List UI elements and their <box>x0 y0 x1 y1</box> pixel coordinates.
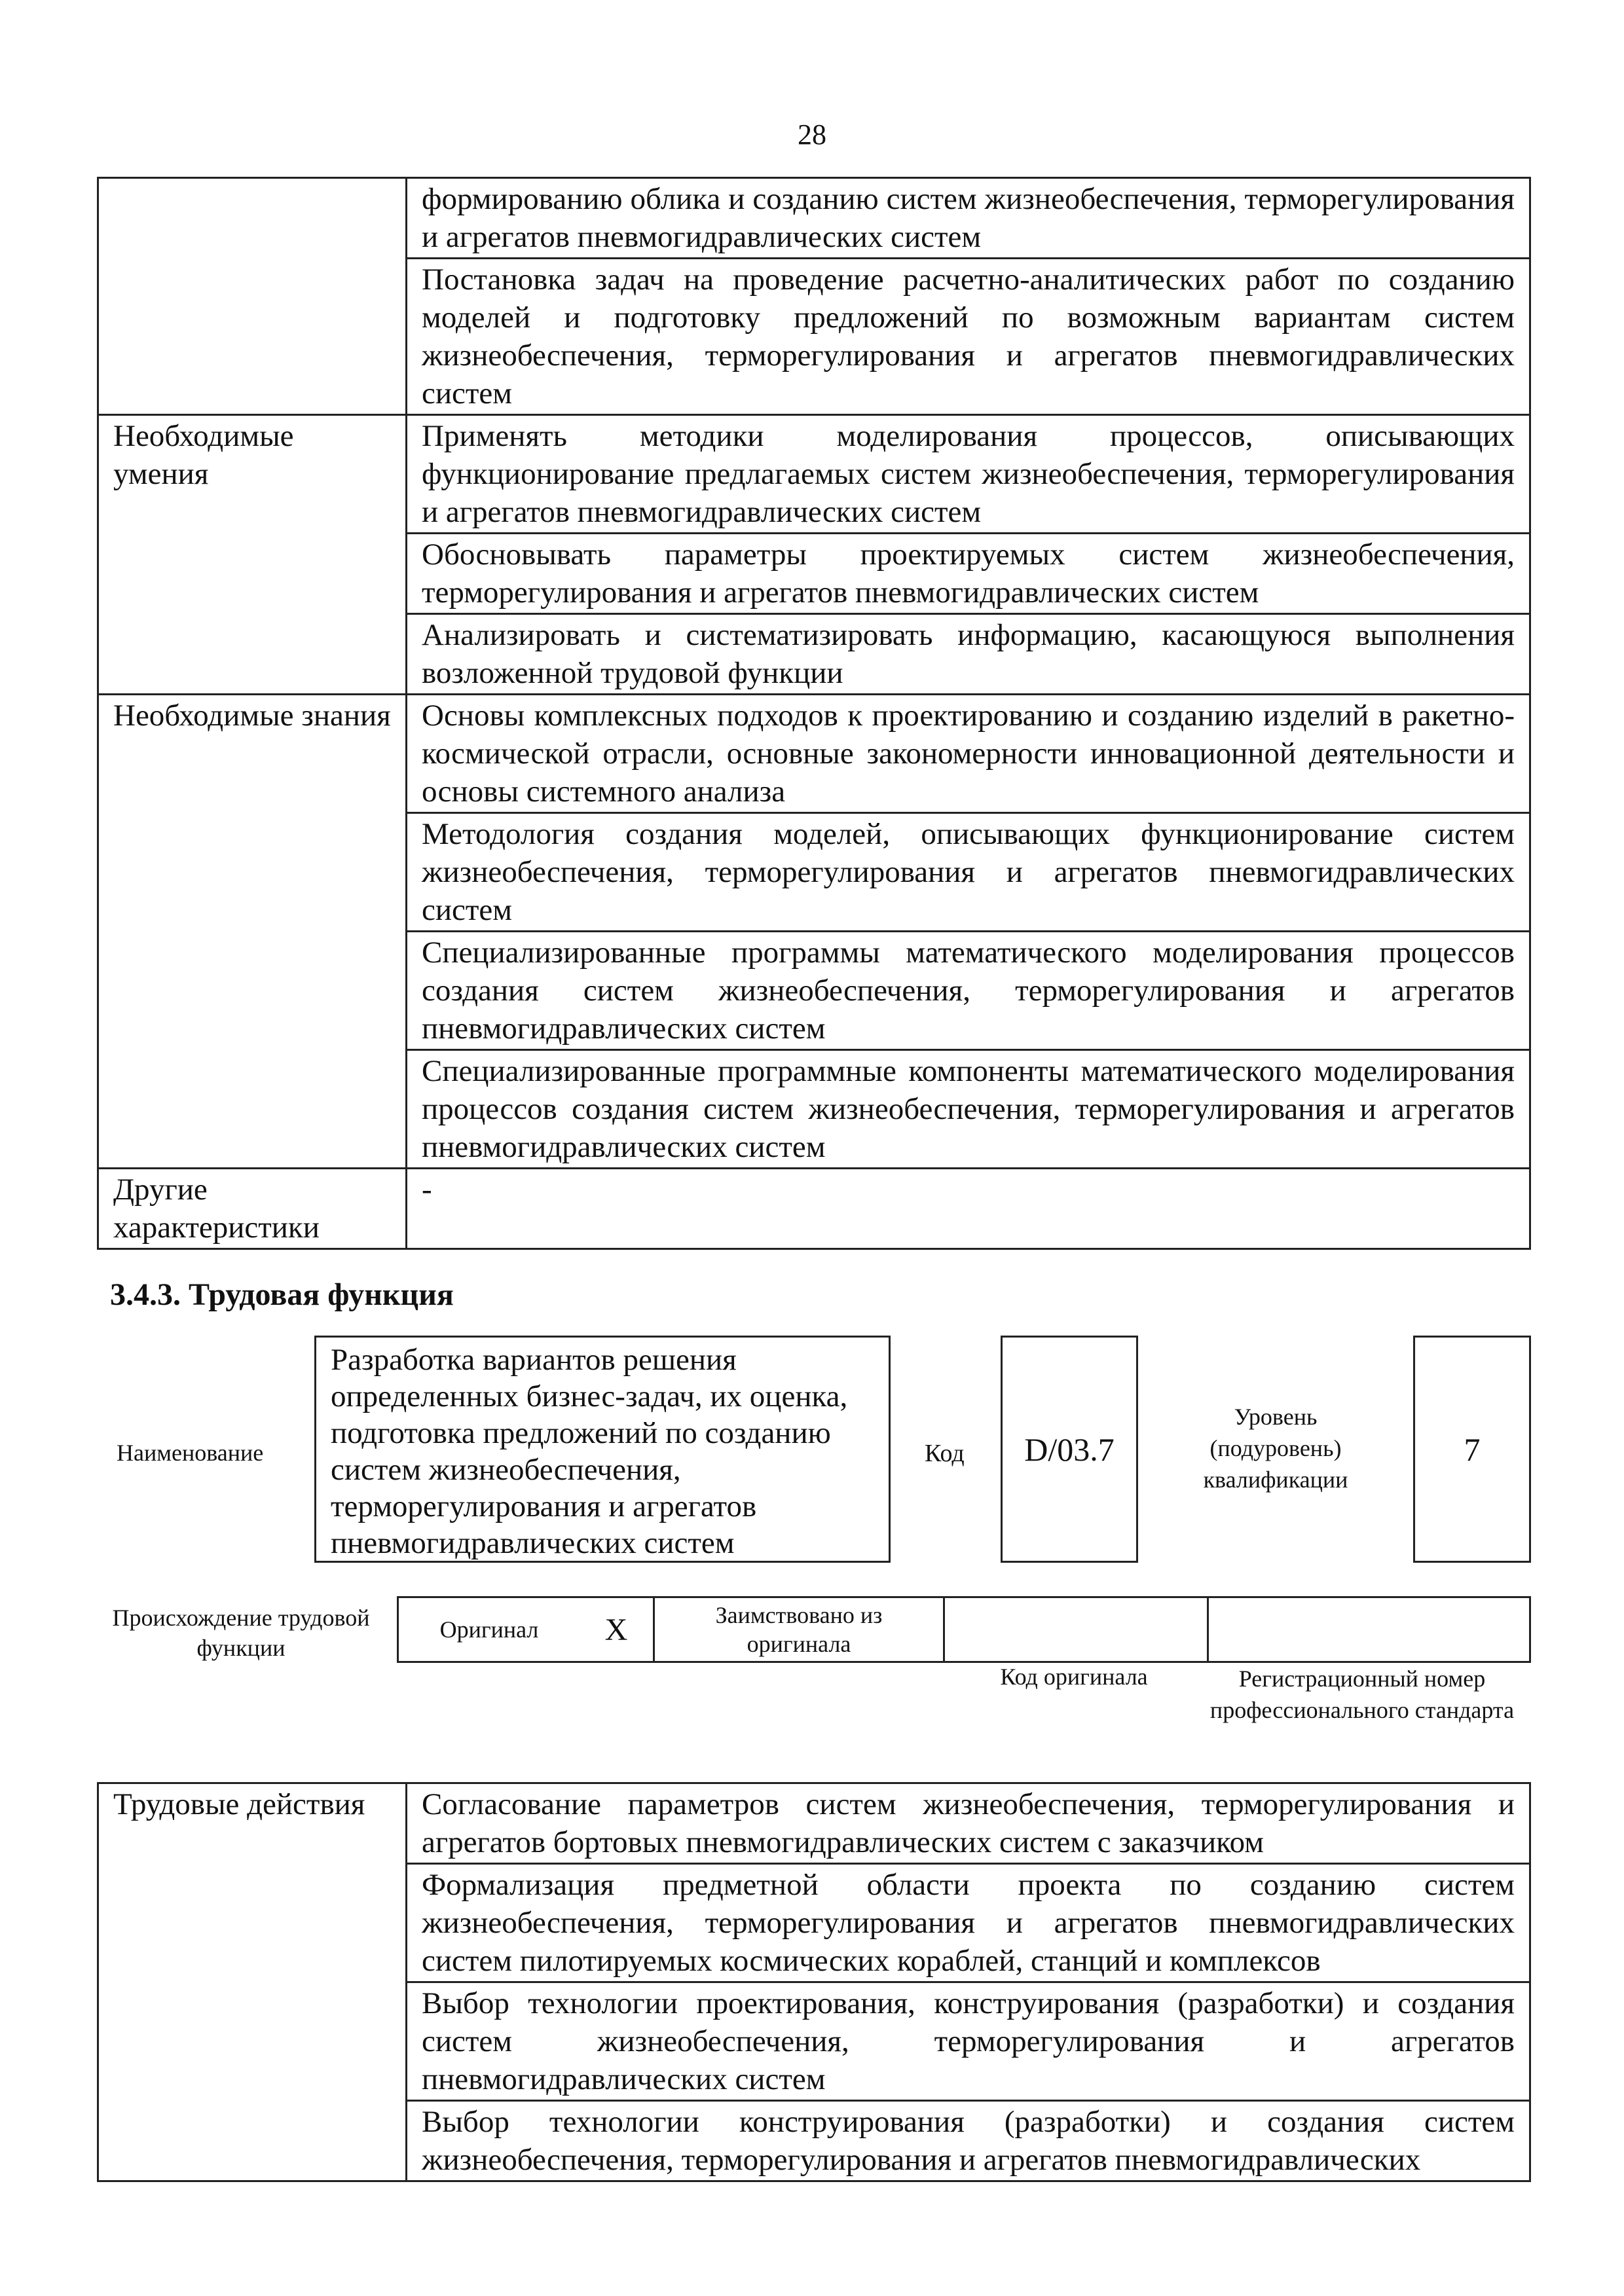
table-cell: Анализировать и систематизировать информацию, касающуюся выполнения возложенной трудовой функции <box>407 614 1530 695</box>
qualification-level-value: 7 <box>1413 1336 1531 1563</box>
row-label-empty <box>98 178 407 415</box>
table-cell: Постановка задач на проведение расчетно-аналитических работ по созданию моделей и подготовку предложений по возможным вариантам систем жизнеобеспечения, терморегулирования и агрегатов пневмогидравлических систем <box>407 259 1530 415</box>
table-cell: Согласование параметров систем жизнеобеспечения, терморегулирования и агрегатов бортовых пневмогидравлических систем с заказчиком <box>407 1783 1530 1864</box>
table-cell: Специализированные программы математического моделирования процессов создания систем жизнеобеспечения, терморегулирования и агрегатов пневмогидравлических систем <box>407 932 1530 1050</box>
table-row <box>98 178 1530 259</box>
qualification-level-label: Уровень (подуровень) квалификации <box>1203 1404 1348 1493</box>
table-row <box>98 415 1530 534</box>
row-label-knowledge: Необходимые знания <box>98 695 407 1169</box>
original-label: Оригинал <box>398 1597 580 1662</box>
table-cell: Применять методики моделирования процессов, описывающих функционирование предлагаемых систем жизнеобеспечения, терморегулирования и агрегатов пневмогидравлических систем <box>407 415 1530 534</box>
row-label-skills: Необходимые умения <box>98 415 407 695</box>
original-mark: X <box>580 1597 654 1662</box>
original-code-caption: Код оригинала <box>1000 1664 1148 1690</box>
origin-label: Происхождение трудовой функции <box>112 1605 370 1661</box>
table-cell: Выбор технологии проектирования, конструирования (разработки) и создания систем жизнеобеспечения, терморегулирования и агрегатов пневмогидравлических систем <box>407 1982 1530 2101</box>
row-label-other: Другие характеристики <box>98 1169 407 1249</box>
table-cell <box>407 2101 1530 2181</box>
row-label-actions: Трудовые действия <box>98 1783 407 2181</box>
origin-table <box>397 1596 1531 1663</box>
original-code-cell <box>944 1597 1208 1662</box>
table-cell: Формализация предметной области проекта по созданию систем жизнеобеспечения, терморегулирования и агрегатов пневмогидравлических систем пилотируемых космических кораблей, станций и комплексов <box>407 1864 1530 1982</box>
table-row <box>98 695 1530 813</box>
cell-text-clipped: Выбор технологии конструирования (разработки) и создания систем жизнеобеспечения, терморегулирования и агрегатов пневмогидравлических <box>422 2105 1515 2177</box>
registration-number-caption: Регистрационный номер профессионального стандарта <box>1209 1666 1515 1723</box>
table-row <box>398 1597 1530 1662</box>
code-value: D/03.7 <box>1001 1336 1138 1563</box>
table-cell: Обосновывать параметры проектируемых систем жизнеобеспечения, терморегулирования и агрегатов пневмогидравлических систем <box>407 534 1530 614</box>
table-cell: Основы комплексных подходов к проектированию и созданию изделий в ракетно-космической отрасли, основные закономерности инновационной деятельности и основы системного анализа <box>407 695 1530 813</box>
function-name-value: Разработка вариантов решения определенных бизнес-задач, их оценка, подготовка предложений по созданию систем жизнеобеспечения, терморегулирования и агрегатов пневмогидравлических систем <box>314 1336 891 1563</box>
table-cell: формированию облика и созданию систем жизнеобеспечения, терморегулирования и агрегатов пневмогидравлических систем <box>407 178 1530 259</box>
table-cell: Методология создания моделей, описывающих функционирование систем жизнеобеспечения, терморегулирования и агрегатов пневмогидравлических систем <box>407 813 1530 932</box>
competency-table <box>97 177 1531 1250</box>
page-number: 28 <box>798 118 826 151</box>
borrowed-label: Заимствовано из оригинала <box>654 1597 944 1662</box>
registration-number-cell <box>1208 1597 1530 1662</box>
name-label: Наименование <box>117 1440 264 1466</box>
actions-table <box>97 1782 1531 2182</box>
table-row <box>98 1169 1530 1249</box>
table-cell: - <box>407 1169 1530 1249</box>
table-cell: Специализированные программные компоненты математического моделирования процессов создания систем жизнеобеспечения, терморегулирования и агрегатов пневмогидравлических систем <box>407 1050 1530 1169</box>
table-row <box>98 1783 1530 1864</box>
section-heading-3-4-3: 3.4.3. Трудовая функция <box>110 1277 454 1312</box>
code-label: Код <box>925 1440 965 1467</box>
